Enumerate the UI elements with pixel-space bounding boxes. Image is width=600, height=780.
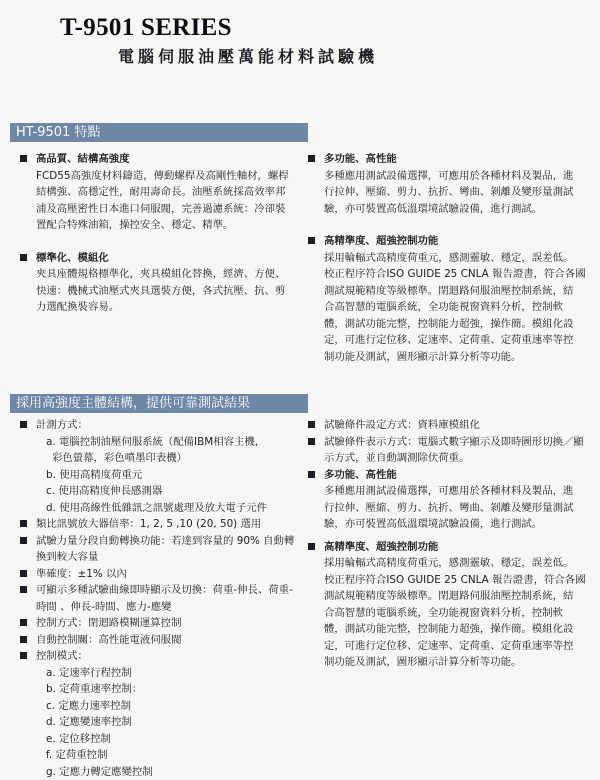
spec-line: d. 定應變速率控制 <box>36 714 306 731</box>
spec-heading: 高精準度、超強控制功能 <box>324 539 592 556</box>
bullet-square-icon <box>20 619 27 626</box>
feature-multifunction <box>308 151 592 217</box>
bullet-square-icon <box>308 438 315 445</box>
bullet-square-icon <box>20 254 27 261</box>
spec-line: g. 定應力轉定應變控制 <box>36 764 306 780</box>
feature-line: 力選配換裝容易。 <box>36 299 298 316</box>
spec-heading: 準確度：±1% 以內 <box>36 566 306 583</box>
spec-line: 校正程序符合ISO GUIDE 25 CNLA 報告證書，符合各國 <box>324 572 592 589</box>
spec-condition-display <box>308 434 592 467</box>
spec-amplifier <box>20 516 306 533</box>
spec-line: 體，測試功能完整，控制能力超強，操作簡。模組化設 <box>324 621 592 638</box>
bullet-square-icon <box>20 636 27 643</box>
feature-line: 行拉伸、壓縮、剪力、抗折、彎曲、剝離及變形量測試 <box>324 184 592 201</box>
bullet-square-icon <box>20 570 27 577</box>
feature-quality <box>20 151 298 234</box>
spec-line: 定，可進行定位移、定速率、定荷重、定荷重速率等控 <box>324 638 592 655</box>
spec-line: a. 定速率行程控制 <box>36 665 306 682</box>
spec-line: 採用輪輻式高精度荷重元，感測靈敏、穩定，誤差低。 <box>324 555 592 572</box>
spec-heading: 自動控制關：高性能電液伺服閥 <box>36 632 306 649</box>
spec-measurement <box>20 417 306 516</box>
spec-heading: 類比訊號放大器倍率：1, 2, 5 ,10 (20, 50) 選用 <box>36 516 306 533</box>
spec-line: b. 定荷重速率控制： <box>36 681 306 698</box>
features-right-column <box>308 151 592 365</box>
feature-line: 多種應用測試設備選擇，可應用於各種材料及製品，進 <box>324 168 592 185</box>
spec-line: c. 定應力速率控制 <box>36 698 306 715</box>
features-left-column <box>20 151 298 316</box>
spec-curves <box>20 582 306 615</box>
bullet-square-icon <box>308 421 315 428</box>
feature-line: 合高智慧的電腦系統，全功能視窗資料分析，控制軟 <box>324 299 592 316</box>
bullet-square-icon <box>20 155 27 162</box>
spec-heading: 試驗條件表示方式：電腦式數字顯示及即時圖形切換／顯 <box>324 434 592 451</box>
spec-line: 測試規範精度等級標準。閉迴路伺服油壓控制系統，結 <box>324 588 592 605</box>
spec-line: e. 定位移控制 <box>36 731 306 748</box>
spec-accuracy <box>20 566 306 583</box>
spec-heading: 試驗條件設定方式：資料庫模組化 <box>324 417 592 434</box>
spec-heading: 控制模式： <box>36 648 306 665</box>
feature-heading: 高品質、結構高強度 <box>36 151 298 168</box>
feature-standardization <box>20 250 298 316</box>
feature-line: 快速：機械式油壓式夾具選裝方便，各式抗壓、抗、剪 <box>36 283 298 300</box>
spec-line: 合高智慧的電腦系統，全功能視窗資料分析，控制軟 <box>324 605 592 622</box>
feature-line: 體，測試功能完整，控制能力超強，操作簡。模組化設 <box>324 316 592 333</box>
feature-line: 制功能及測試，圖形顯示計算分析等功能。 <box>324 349 592 366</box>
spec-line: f. 定荷重控制 <box>36 747 306 764</box>
spec-heading: 多功能、高性能 <box>324 467 592 484</box>
feature-line: 驗，亦可裝置高低溫環境試驗設備，進行測試。 <box>324 201 592 218</box>
bullet-square-icon <box>20 421 27 428</box>
spec-line: b. 使用高精度荷重元 <box>36 467 306 484</box>
structure-band: 採用高強度主體結構，提供可靠測試結果 <box>10 394 308 413</box>
bullet-square-icon <box>308 543 315 550</box>
feature-heading: 標準化、模組化 <box>36 250 298 267</box>
spec-line: 時間 、伸長-時間、應力-應變 <box>36 599 306 616</box>
spec-heading: 控制方式：閉迴路模糊運算控制 <box>36 615 306 632</box>
spec-servo-valve <box>20 632 306 649</box>
features-band: HT-9501 特點 <box>10 123 308 142</box>
feature-heading: 高精準度、超強控制功能 <box>324 233 592 250</box>
spec-control-method <box>20 615 306 632</box>
specs-left-column <box>20 417 306 780</box>
spec-heading: 試驗力量分段自動轉換功能：若達到容量的 90% 自動轉 <box>36 533 306 550</box>
bullet-square-icon <box>308 237 315 244</box>
feature-line: 夾具座體規格標準化，夾具模組化替換，經濟、方便、 <box>36 266 298 283</box>
spec-condition-setting <box>308 417 592 434</box>
feature-line: 採用輪輻式高精度荷重元，感測靈敏、穩定，誤差低。 <box>324 250 592 267</box>
feature-precision <box>308 233 592 365</box>
spec-line: 換到較大容量 <box>36 549 306 566</box>
spec-line: d. 使用高線性低雜訊之訊號處理及放大電子元件 <box>36 500 306 517</box>
bullet-square-icon <box>20 586 27 593</box>
spec-line: 彩色螢幕，彩色噴墨印表機） <box>36 450 306 467</box>
feature-line: 結構強、高穩定性，耐用壽命長。油壓系統採高效率邦 <box>36 184 298 201</box>
bullet-square-icon <box>308 155 315 162</box>
spec-line: 行拉伸、壓縮、剪力、抗折、彎曲、剝離及變形量測試 <box>324 500 592 517</box>
spec-heading: 計測方式： <box>36 417 306 434</box>
specs-right-column <box>308 417 592 671</box>
series-title: T-9501 SERIES <box>60 14 232 42</box>
spec-multifunction <box>308 467 592 533</box>
feature-line: 校正程序符合ISO GUIDE 25 CNLA 報告證書，符合各國 <box>324 266 592 283</box>
feature-line: 測試規範精度等級標準。閉迴路伺服油壓控制系統，結 <box>324 283 592 300</box>
bullet-square-icon <box>20 652 27 659</box>
feature-line: 定，可進行定位移、定速率、定荷重、定荷重速率等控 <box>324 332 592 349</box>
spec-line: c. 使用高精度伸長感測器 <box>36 483 306 500</box>
spec-heading: 可顯示多種試驗曲線即時顯示及切換：荷重-伸長、荷重- <box>36 582 306 599</box>
bullet-square-icon <box>308 471 315 478</box>
spec-line: 示方式，並自動調測除伏荷重。 <box>324 450 592 467</box>
spec-line: 多種應用測試設備選擇，可應用於各種材料及製品，進 <box>324 483 592 500</box>
spec-control-modes <box>20 648 306 780</box>
feature-heading: 多功能、高性能 <box>324 151 592 168</box>
feature-line: 浦及高壓密性日本進口伺服閥，完善過濾系統：冷卻裝 <box>36 201 298 218</box>
spec-auto-range <box>20 533 306 566</box>
spec-line: a. 電腦控制油壓伺服系統（配備IBM相容主機， <box>36 434 306 451</box>
bullet-square-icon <box>20 520 27 527</box>
feature-line: FCD55高強度材料鑄造，傳動螺桿及高剛性軸材，螺桿 <box>36 168 298 185</box>
bullet-square-icon <box>20 537 27 544</box>
product-subtitle: 電腦伺服油壓萬能材料試驗機 <box>118 44 378 67</box>
spec-line: 制功能及測試，圖形顯示計算分析等功能。 <box>324 654 592 671</box>
spec-line: 驗，亦可裝置高低溫環境試驗設備，進行測試。 <box>324 516 592 533</box>
feature-line: 置配合特殊油箱，操控安全、穩定、精準。 <box>36 217 298 234</box>
spec-precision <box>308 539 592 671</box>
